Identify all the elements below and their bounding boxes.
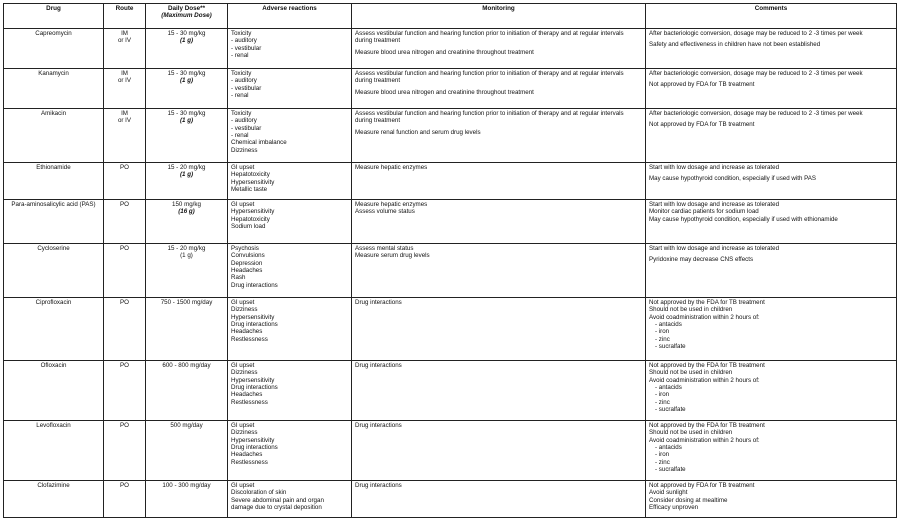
adverse-item: Hypersensitivity bbox=[231, 313, 275, 321]
drug-name: Ciprofloxacin bbox=[35, 299, 72, 306]
monitoring-item: Drug interactions bbox=[355, 422, 402, 429]
monitoring-cell bbox=[352, 200, 646, 244]
dose-value: 500 mg/day bbox=[170, 422, 203, 429]
table-row bbox=[4, 481, 897, 518]
comment-item: - zinc bbox=[655, 398, 670, 406]
comment-item: Efficacy unproven bbox=[649, 503, 699, 511]
dose-value: 600 - 800 mg/day bbox=[162, 362, 211, 369]
dose-cell bbox=[146, 298, 228, 361]
comment-item: Avoid coadministration within 2 hours of: bbox=[649, 436, 760, 444]
adverse-item: - vestibular bbox=[231, 84, 262, 92]
monitoring-item: Measure serum drug levels bbox=[355, 252, 430, 260]
comment-item: - zinc bbox=[655, 335, 670, 343]
adverse-item: Chemical imbalance bbox=[231, 139, 287, 147]
table-row bbox=[4, 361, 897, 421]
adverse-item: - auditory bbox=[231, 37, 257, 45]
comment-item: Not approved by the FDA for TB treatment bbox=[649, 299, 765, 306]
monitoring-item: Measure blood urea nitrogen and creatinine throughout treatment bbox=[355, 48, 534, 56]
adverse-item: GI upset bbox=[231, 164, 255, 171]
monitoring-item: Assess vestibular function and hearing function prior to initiation of therapy and at regular intervals during treatment bbox=[355, 70, 624, 85]
adverse-item: - renal bbox=[231, 91, 249, 99]
table-row bbox=[4, 69, 897, 109]
comment-item: Start with low dosage and increase as tolerated bbox=[649, 245, 780, 252]
header-comments: Comments bbox=[646, 4, 897, 29]
monitoring-item: Drug interactions bbox=[355, 362, 402, 369]
adverse-cell bbox=[228, 29, 352, 69]
route-text: or IV bbox=[117, 37, 132, 45]
adverse-item: Sodium load bbox=[231, 222, 266, 230]
adverse-item: GI upset bbox=[231, 299, 255, 306]
monitoring-item: Assess volume status bbox=[355, 208, 415, 216]
route-cell bbox=[104, 481, 146, 518]
dose-cell bbox=[146, 421, 228, 481]
drug-name-cell bbox=[4, 200, 104, 244]
monitoring-cell bbox=[352, 163, 646, 200]
comment-item: - iron bbox=[655, 451, 670, 459]
adverse-item: - vestibular bbox=[231, 44, 262, 52]
adverse-item: Headaches bbox=[231, 391, 263, 399]
route-cell bbox=[104, 29, 146, 69]
monitoring-cell bbox=[352, 29, 646, 69]
dose-value: 15 - 30 mg/kg bbox=[167, 110, 206, 117]
max-dose: (1 g) bbox=[179, 77, 194, 85]
adverse-item: Dizziness bbox=[231, 429, 258, 437]
adverse-item: GI upset bbox=[231, 201, 255, 208]
table-row bbox=[4, 163, 897, 200]
drug-name: Kanamycin bbox=[38, 70, 69, 77]
route-cell bbox=[104, 69, 146, 109]
comment-item: Consider dosing at mealtime bbox=[649, 496, 728, 504]
route-text: PO bbox=[120, 164, 129, 171]
table-row bbox=[4, 298, 897, 361]
monitoring-item: Assess mental status bbox=[355, 245, 414, 252]
dose-cell bbox=[146, 361, 228, 421]
route-text: PO bbox=[120, 422, 129, 429]
route-text: or IV bbox=[117, 117, 132, 125]
monitoring-cell bbox=[352, 421, 646, 481]
dose-cell bbox=[146, 244, 228, 298]
table-body bbox=[4, 29, 897, 518]
max-dose: (1 g) bbox=[180, 252, 193, 260]
table-row bbox=[4, 244, 897, 298]
adverse-item: Headaches bbox=[231, 451, 263, 459]
adverse-item: Convulsions bbox=[231, 252, 265, 260]
comments-cell bbox=[646, 361, 897, 421]
comment-item: Safety and effectiveness in children have not been established bbox=[649, 41, 821, 49]
comment-item: - iron bbox=[655, 328, 670, 336]
monitoring-cell bbox=[352, 361, 646, 421]
route-text: PO bbox=[120, 201, 129, 208]
comments-cell bbox=[646, 163, 897, 200]
dose-value: 15 - 30 mg/kg bbox=[167, 30, 206, 37]
comment-item: Avoid sunlight bbox=[649, 489, 688, 497]
drug-name: Para-aminosalicylic acid (PAS) bbox=[11, 201, 96, 208]
max-dose: (16 g) bbox=[178, 208, 195, 216]
comment-item: Start with low dosage and increase as tolerated bbox=[649, 164, 780, 171]
drug-name-cell bbox=[4, 109, 104, 163]
adverse-item: Drug interactions bbox=[231, 320, 278, 328]
comment-item: - zinc bbox=[655, 458, 670, 466]
drug-name-cell bbox=[4, 29, 104, 69]
adverse-item: Dizziness bbox=[231, 146, 258, 154]
drug-table bbox=[3, 3, 897, 518]
drug-name: Ofloxacin bbox=[40, 362, 67, 369]
comment-item: Monitor cardiac patients for sodium load bbox=[649, 208, 759, 216]
adverse-item: - auditory bbox=[231, 117, 257, 125]
monitoring-item: Measure hepatic enzymes bbox=[355, 164, 428, 171]
comment-item: Not approved by the FDA for TB treatment bbox=[649, 362, 765, 369]
comments-cell bbox=[646, 421, 897, 481]
comment-item: - sucralfate bbox=[655, 465, 686, 473]
drug-name: Clofazimine bbox=[37, 482, 70, 489]
adverse-item: Restlessness bbox=[231, 398, 268, 406]
route-cell bbox=[104, 244, 146, 298]
route-cell bbox=[104, 298, 146, 361]
monitoring-item: Measure hepatic enzymes bbox=[355, 201, 428, 208]
adverse-item: Metallic taste bbox=[231, 185, 268, 193]
comment-item: Avoid coadministration within 2 hours of: bbox=[649, 313, 760, 321]
drug-name-cell bbox=[4, 481, 104, 518]
adverse-item: Depression bbox=[231, 259, 263, 267]
max-dose: (1 g) bbox=[179, 117, 194, 125]
header-row bbox=[4, 4, 897, 29]
dose-cell bbox=[146, 481, 228, 518]
comments-cell bbox=[646, 298, 897, 361]
adverse-cell bbox=[228, 298, 352, 361]
route-cell bbox=[104, 109, 146, 163]
adverse-cell bbox=[228, 244, 352, 298]
header-monitoring: Monitoring bbox=[352, 4, 646, 29]
adverse-item: GI upset bbox=[231, 362, 255, 369]
dose-value: 15 - 20 mg/kg bbox=[167, 245, 206, 252]
adverse-item: Headaches bbox=[231, 266, 263, 274]
adverse-cell bbox=[228, 163, 352, 200]
drug-name-cell bbox=[4, 69, 104, 109]
adverse-item: Discoloration of skin bbox=[231, 489, 287, 497]
route-cell bbox=[104, 421, 146, 481]
adverse-item: GI upset bbox=[231, 482, 255, 489]
drug-name: Cycloserine bbox=[37, 245, 70, 252]
monitoring-item: Assess vestibular function and hearing function prior to initiation of therapy and at regular intervals during treatment bbox=[355, 30, 624, 45]
adverse-item: - renal bbox=[231, 131, 249, 139]
header-adverse: Adverse reactions bbox=[228, 4, 352, 29]
adverse-cell bbox=[228, 69, 352, 109]
comment-item: - sucralfate bbox=[655, 405, 686, 413]
comment-item: Pyridoxine may decrease CNS effects bbox=[649, 256, 754, 264]
adverse-item: Restlessness bbox=[231, 458, 268, 466]
adverse-item: Hypersensitivity bbox=[231, 376, 275, 384]
drug-name: Capreomycin bbox=[35, 30, 72, 37]
comment-item: Not approved by the FDA for TB treatment bbox=[649, 422, 765, 429]
monitoring-item: Assess vestibular function and hearing function prior to initiation of therapy and at regular intervals during treatment bbox=[355, 110, 624, 125]
comment-item: After bacteriologic conversion, dosage may be reduced to 2 -3 times per week bbox=[649, 30, 863, 37]
adverse-cell bbox=[228, 361, 352, 421]
monitoring-cell bbox=[352, 109, 646, 163]
adverse-item: Psychosis bbox=[231, 245, 259, 252]
comments-cell bbox=[646, 200, 897, 244]
adverse-item: GI upset bbox=[231, 422, 255, 429]
header-dose bbox=[146, 4, 228, 29]
route-cell bbox=[104, 163, 146, 200]
adverse-item: Rash bbox=[231, 274, 246, 282]
comment-item: May cause hypothyroid condition, especially if used with PAS bbox=[649, 175, 817, 183]
adverse-cell bbox=[228, 109, 352, 163]
header-dose-label: Daily Dose** bbox=[167, 5, 206, 12]
max-dose: (1 g) bbox=[179, 171, 194, 179]
adverse-item: - vestibular bbox=[231, 124, 262, 132]
monitoring-item: Measure renal function and serum drug levels bbox=[355, 128, 481, 136]
monitoring-cell bbox=[352, 481, 646, 518]
adverse-item: Hypersensitivity bbox=[231, 178, 275, 186]
adverse-item: Toxicity bbox=[231, 70, 252, 77]
monitoring-cell bbox=[352, 244, 646, 298]
comment-item: After bacteriologic conversion, dosage may be reduced to 2 -3 times per week bbox=[649, 70, 863, 77]
drug-name-cell bbox=[4, 163, 104, 200]
table-row bbox=[4, 200, 897, 244]
adverse-item: Drug interactions bbox=[231, 383, 278, 391]
adverse-cell bbox=[228, 200, 352, 244]
route-text: or IV bbox=[117, 77, 132, 85]
route-text: PO bbox=[120, 299, 129, 306]
monitoring-cell bbox=[352, 69, 646, 109]
max-dose: (1 g) bbox=[179, 37, 194, 45]
dose-value: 100 - 300 mg/day bbox=[162, 482, 211, 489]
comment-item: - antacids bbox=[655, 383, 682, 391]
header-dose-sub: (Maximum Dose) bbox=[161, 12, 212, 20]
adverse-cell bbox=[228, 481, 352, 518]
dose-cell bbox=[146, 200, 228, 244]
adverse-item: Hepatotoxicity bbox=[231, 171, 270, 179]
drug-name-cell bbox=[4, 361, 104, 421]
dose-cell bbox=[146, 29, 228, 69]
comment-item: - sucralfate bbox=[655, 342, 686, 350]
adverse-item: Drug interactions bbox=[231, 281, 278, 289]
drug-name: Amikacin bbox=[40, 110, 67, 117]
route-text: PO bbox=[120, 362, 129, 369]
comment-item: - antacids bbox=[655, 443, 682, 451]
comment-item: - iron bbox=[655, 391, 670, 399]
comment-item: Avoid coadministration within 2 hours of: bbox=[649, 376, 760, 384]
adverse-item: damage due to crystal deposition bbox=[231, 503, 322, 511]
drug-name: Ethionamide bbox=[36, 164, 71, 171]
route-text: PO bbox=[120, 245, 129, 252]
monitoring-item: Drug interactions bbox=[355, 299, 402, 306]
dose-cell bbox=[146, 163, 228, 200]
dose-value: 150 mg/kg bbox=[172, 201, 201, 208]
adverse-item: Dizziness bbox=[231, 369, 258, 377]
adverse-item: - auditory bbox=[231, 77, 257, 85]
route-text: IM bbox=[121, 110, 128, 117]
adverse-item: Headaches bbox=[231, 328, 263, 336]
comment-item: - antacids bbox=[655, 320, 682, 328]
comments-cell bbox=[646, 109, 897, 163]
route-cell bbox=[104, 200, 146, 244]
comment-item: After bacteriologic conversion, dosage may be reduced to 2 -3 times per week bbox=[649, 110, 863, 117]
comments-cell bbox=[646, 481, 897, 518]
route-text: IM bbox=[121, 30, 128, 37]
adverse-item: Hepatotoxicity bbox=[231, 215, 270, 223]
monitoring-item: Measure blood urea nitrogen and creatinine throughout treatment bbox=[355, 88, 534, 96]
dose-cell bbox=[146, 69, 228, 109]
drug-name-cell bbox=[4, 298, 104, 361]
adverse-item: Hypersensitivity bbox=[231, 208, 275, 216]
comment-item: Not approved by FDA for TB treatment bbox=[649, 81, 755, 89]
drug-name-cell bbox=[4, 421, 104, 481]
adverse-item: Toxicity bbox=[231, 110, 252, 117]
drug-name: Levofloxacin bbox=[36, 422, 71, 429]
adverse-item: Hypersensitivity bbox=[231, 436, 275, 444]
comment-item: Should not be used in children bbox=[649, 306, 733, 314]
adverse-item: Severe abdominal pain and organ bbox=[231, 496, 324, 504]
comment-item: Should not be used in children bbox=[649, 369, 733, 377]
adverse-item: Toxicity bbox=[231, 30, 252, 37]
dose-value: 15 - 30 mg/kg bbox=[167, 70, 206, 77]
dose-cell bbox=[146, 109, 228, 163]
route-text: PO bbox=[120, 482, 129, 489]
monitoring-cell bbox=[352, 298, 646, 361]
comments-cell bbox=[646, 69, 897, 109]
route-cell bbox=[104, 361, 146, 421]
adverse-item: Restlessness bbox=[231, 335, 268, 343]
adverse-item: - renal bbox=[231, 51, 249, 59]
table-row bbox=[4, 421, 897, 481]
drug-name-cell bbox=[4, 244, 104, 298]
route-text: IM bbox=[121, 70, 128, 77]
adverse-item: Drug interactions bbox=[231, 443, 278, 451]
comment-item: Not approved by FDA for TB treatment bbox=[649, 121, 755, 129]
comments-cell bbox=[646, 29, 897, 69]
comment-item: May cause hypothyroid condition, especially if used with ethionamide bbox=[649, 215, 838, 223]
dose-value: 15 - 20 mg/kg bbox=[167, 164, 206, 171]
adverse-cell bbox=[228, 421, 352, 481]
header-drug: Drug bbox=[4, 4, 104, 29]
comment-item: Start with low dosage and increase as tolerated bbox=[649, 201, 780, 208]
comments-cell bbox=[646, 244, 897, 298]
adverse-item: Dizziness bbox=[231, 306, 258, 314]
monitoring-item: Drug interactions bbox=[355, 482, 402, 489]
comment-item: Not approved by FDA for TB treatment bbox=[649, 482, 755, 489]
table-row bbox=[4, 29, 897, 69]
header-route: Route bbox=[104, 4, 146, 29]
dose-value: 750 - 1500 mg/day bbox=[160, 299, 213, 306]
table-row bbox=[4, 109, 897, 163]
comment-item: Should not be used in children bbox=[649, 429, 733, 437]
